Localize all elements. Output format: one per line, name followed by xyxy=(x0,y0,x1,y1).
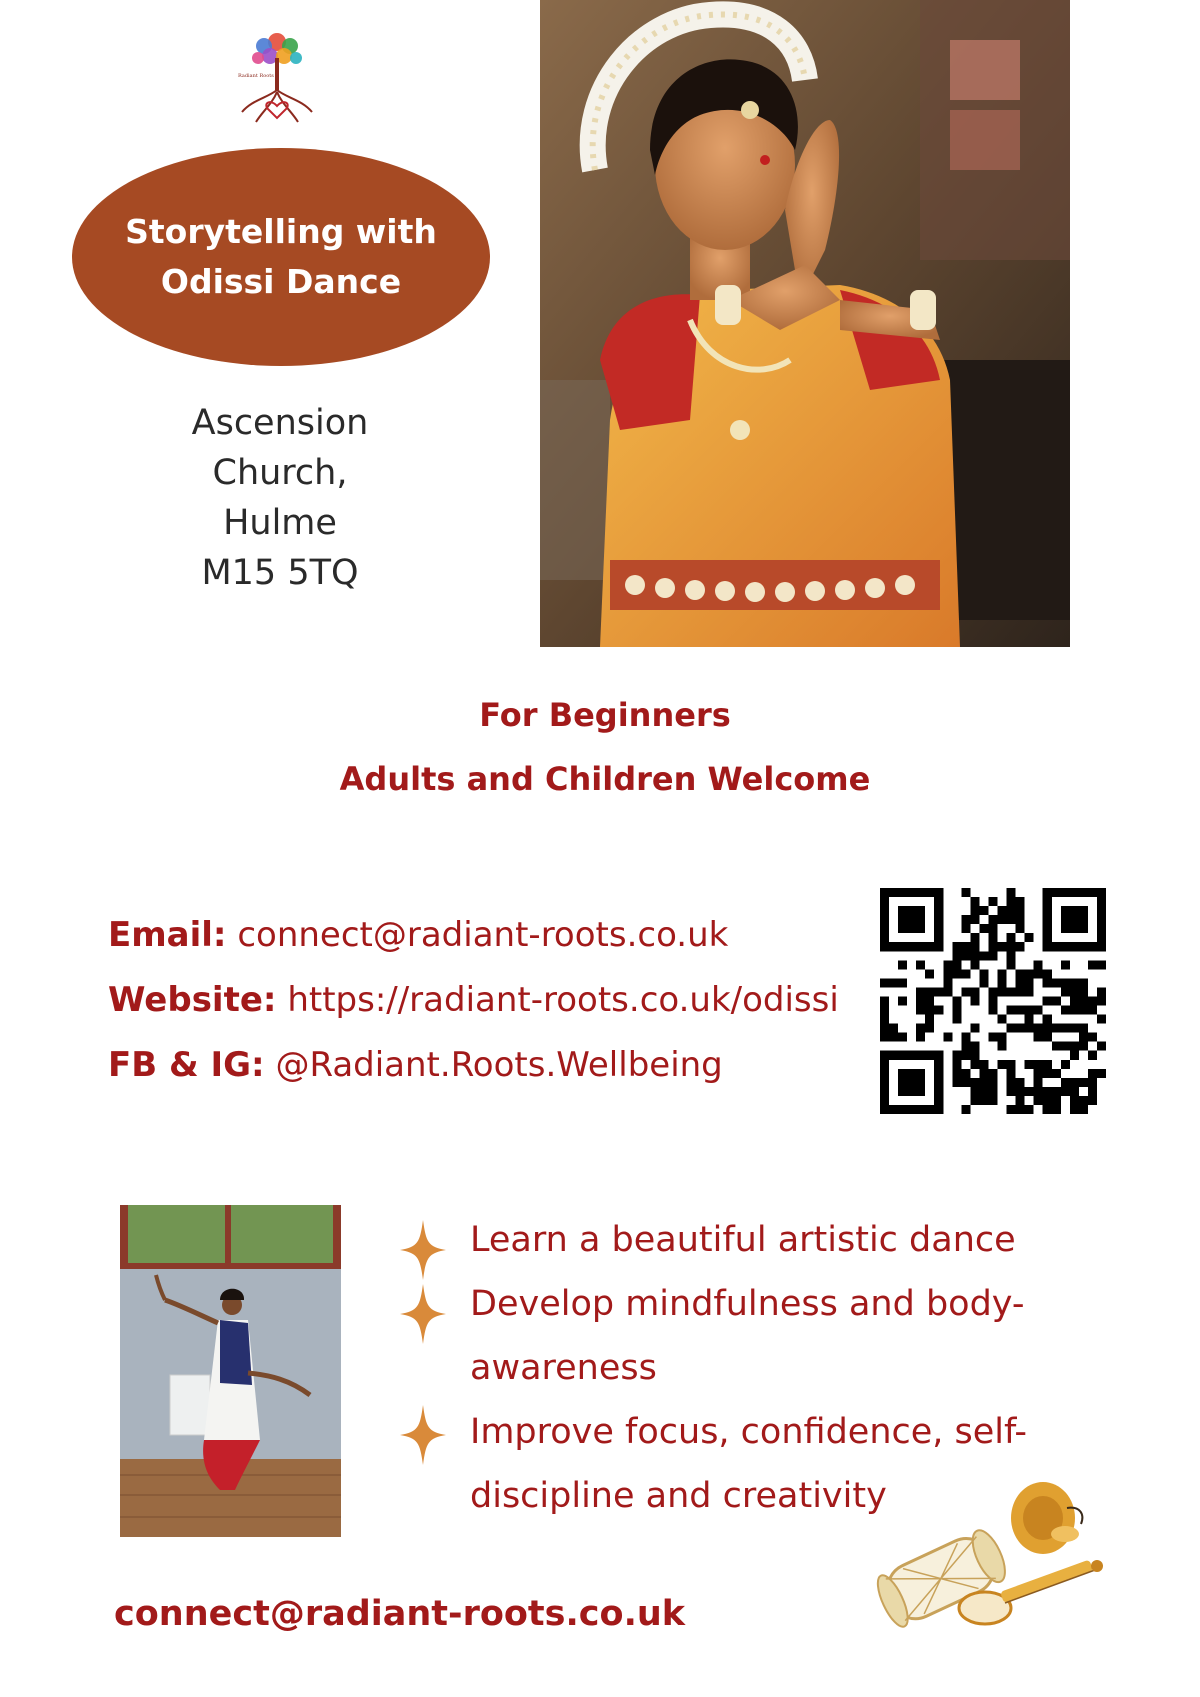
benefit-item-mindfulness: Develop mindfulness and body- xyxy=(470,1284,1025,1324)
contact-social-row xyxy=(108,1045,723,1085)
tree-heart-icon xyxy=(232,28,322,124)
contact-social-handle[interactable]: @Radiant.Roots.Wellbeing xyxy=(275,1045,723,1085)
logo-brand-text: Radiant Roots xyxy=(238,73,274,79)
venue-line4: M15 5TQ xyxy=(201,553,359,593)
venue-line3: Hulme xyxy=(223,503,337,543)
dancer-photo-small xyxy=(120,1205,341,1537)
audience-welcome: Adults and Children Welcome xyxy=(339,760,871,798)
venue-address xyxy=(150,398,410,598)
venue-line1: Ascension xyxy=(191,403,369,443)
qr-code-icon[interactable] xyxy=(880,888,1106,1114)
radiant-roots-logo xyxy=(232,28,322,124)
four-point-star-icon xyxy=(400,1220,446,1280)
venue-line2: Church, xyxy=(212,453,348,493)
contact-email-link[interactable]: connect@radiant-roots.co.uk xyxy=(237,915,729,955)
cymbals-icon xyxy=(1011,1482,1082,1554)
audience-beginners: For Beginners xyxy=(479,696,731,734)
instruments-illustration xyxy=(875,1468,1125,1643)
contact-email-label: Email: xyxy=(108,915,227,955)
contact-website-row xyxy=(108,980,839,1020)
footer-email-link[interactable]: connect@radiant-roots.co.uk xyxy=(114,1594,686,1634)
benefit-item-focus: Improve focus, confidence, self- xyxy=(470,1412,1028,1452)
benefit-item-mindfulness-cont: awareness xyxy=(470,1348,657,1388)
contact-email-row xyxy=(108,915,728,955)
contact-social-label: FB & IG: xyxy=(108,1045,265,1085)
event-title-line2: Odissi Dance xyxy=(160,262,402,301)
four-point-star-icon xyxy=(400,1405,446,1465)
benefit-item-focus-cont: discipline and creativity xyxy=(470,1476,887,1516)
benefit-item-dance: Learn a beautiful artistic dance xyxy=(470,1220,1016,1260)
dancer-photo-main xyxy=(540,0,1070,647)
four-point-star-icon xyxy=(400,1284,446,1344)
contact-website-link[interactable]: https://radiant-roots.co.uk/odissi xyxy=(287,980,839,1020)
contact-website-label: Website: xyxy=(108,980,277,1020)
event-title-line1: Storytelling with xyxy=(125,212,437,251)
event-title-badge xyxy=(72,148,490,366)
